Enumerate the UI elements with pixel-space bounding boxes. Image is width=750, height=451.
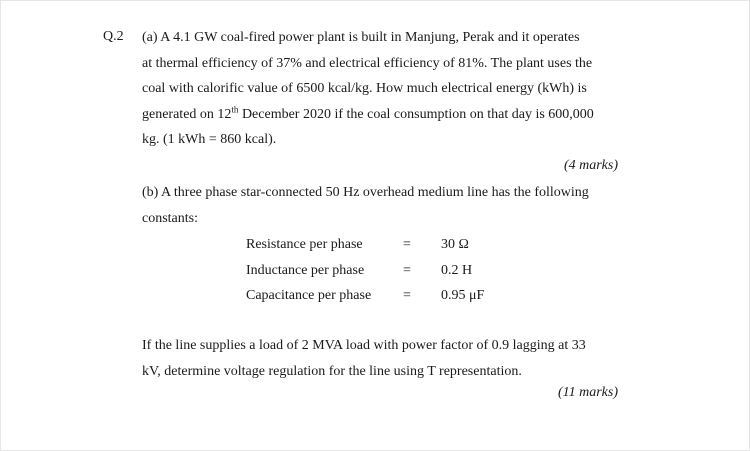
part-b-line-1: (b) A three phase star-connected 50 Hz overhead medium line has the following	[142, 185, 589, 200]
part-a-line-4-end: December 2020 if the coal consumption on that day is 600,000	[238, 106, 594, 122]
part-b-task-line-1: If the line supplies a load of 2 MVA load with power factor of 0.9 lagging at 33	[142, 338, 586, 353]
constant-name: Resistance per phase	[246, 237, 363, 252]
constant-name: Inductance per phase	[246, 262, 365, 278]
constant-value: 30 Ω	[441, 237, 469, 252]
part-b-task-line-2: kV, determine voltage regulation for the line using T representation.	[142, 363, 522, 379]
part-a-line-3: coal with calorific value of 6500 kcal/kg. How much electrical energy (kWh) is	[142, 81, 587, 96]
part-a-text	[142, 25, 620, 153]
equals-sign: =	[403, 237, 411, 252]
question-number: Q.2	[103, 29, 124, 44]
part-b-intro	[142, 180, 620, 231]
part-b-marks: (11 marks)	[557, 385, 618, 400]
line-constants-table	[246, 232, 526, 309]
constant-name: Capacitance per phase	[246, 288, 372, 303]
part-a-line-2: at thermal efficiency of 37% and electrical efficiency of 81%. The plant uses the	[142, 55, 593, 71]
equals-sign: =	[403, 288, 411, 303]
constant-value: 0.95 μF	[441, 288, 485, 303]
constant-row-resistance	[246, 232, 526, 258]
part-b-task	[142, 333, 620, 384]
ordinal-superscript: th	[231, 103, 239, 114]
part-a-line-4-start: generated on 12	[142, 106, 232, 122]
part-a-marks: (4 marks)	[563, 158, 618, 173]
part-a-line-4	[142, 102, 620, 128]
constant-value: 0.2 H	[441, 262, 473, 278]
part-a-line-5: kg. (1 kWh = 860 kcal).	[142, 132, 277, 147]
constant-row-capacitance	[246, 283, 526, 309]
part-b-line-2: constants:	[142, 210, 198, 226]
part-a-line-1: (a) A 4.1 GW coal-fired power plant is built in Manjung, Perak and it operates	[142, 30, 580, 45]
equals-sign: =	[403, 262, 411, 278]
constant-row-inductance	[246, 258, 526, 284]
